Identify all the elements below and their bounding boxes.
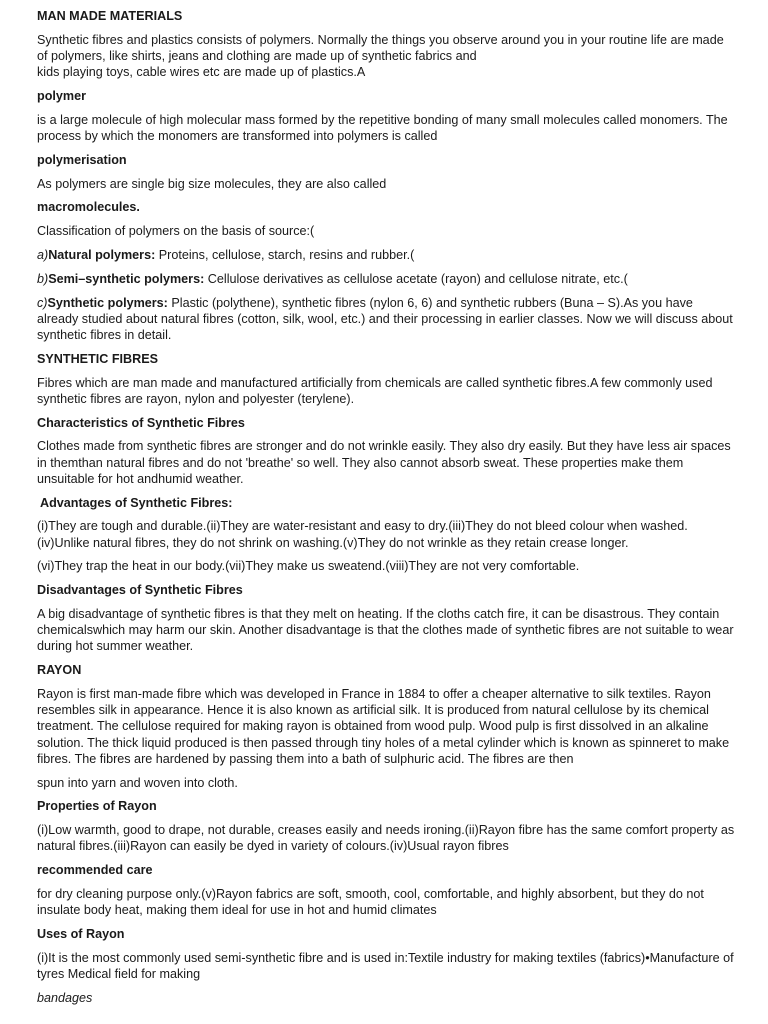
classification-item-b (37, 271, 737, 287)
classification-text-a: Proteins, cellulose, starch, resins and rubber.( (155, 247, 415, 262)
heading-rayon: RAYON (37, 663, 82, 678)
heading-macromolecules: macromolecules. (37, 200, 140, 215)
intro-paragraph (37, 32, 737, 81)
paragraph-bandages: bandages (37, 990, 93, 1005)
document-title: MAN MADE MATERIALS (37, 9, 183, 23)
paragraph-synthetic-fibres: Fibres which are man made and manufactured artificially from chemicals are called synthetic fibres.A few commonly used synthetic fibres are rayon, nylon and polyester (terylene). (37, 375, 713, 406)
paragraph-recommended-care: for dry cleaning purpose only.(v)Rayon fabrics are soft, smooth, cool, comfortable, and highly absorbent, but they do not insulate body heat, making them ideal for use in hot and humid climates (37, 886, 704, 918)
heading-uses-rayon: Uses of Rayon (37, 926, 125, 941)
intro-line-1: Synthetic fibres and plastics consists of polymers. Normally the things you observe around you in your routine life are made of polymers, like shirts, jeans and clothing are made up of synthetic fabrics and (37, 32, 724, 63)
heading-synthetic-fibres: SYNTHETIC FIBRES (37, 351, 159, 366)
intro-line-2: kids playing toys, cable wires etc are made up of plastics.A (37, 65, 366, 80)
heading-recommended-care: recommended care (37, 863, 153, 878)
paragraph-advantages-1: (i)They are tough and durable.(ii)They are water-resistant and easy to dry.(iii)They do not bleed colour when washed.(iv)Unlike natural fibres, they do not shrink on washing.(v)They do not wrinkle as they retain crease longer. (37, 519, 688, 550)
classification-letter-b: b) (37, 271, 49, 286)
paragraph-polymer: is a large molecule of high molecular mass formed by the repetitive bonding of many small molecules called monomers. The process by which the monomers are transformed into polymers is called (37, 112, 728, 143)
heading-polymer: polymer (37, 89, 86, 103)
classification-text-b: Cellulose derivatives as cellulose acetate (rayon) and cellulose nitrate, etc.( (204, 271, 628, 286)
classification-item-c (37, 295, 737, 344)
classification-item-a (37, 247, 737, 263)
document-page (37, 8, 737, 1014)
heading-advantages: Advantages of Synthetic Fibres: (40, 495, 233, 510)
paragraph-classification: Classification of polymers on the basis of source:( (37, 224, 315, 239)
heading-polymerisation: polymerisation (37, 152, 127, 167)
paragraph-characteristics: Clothes made from synthetic fibres are stronger and do not wrinkle easily. They also dry easily. But they have less air spaces in themthan natural fibres and do not 'breathe' so well. They also cannot absorb sweat. These properties make them unsuitable for hot andhumid weather. (37, 439, 731, 486)
paragraph-polymerisation: As polymers are single big size molecules, they are also called (37, 176, 387, 191)
heading-disadvantages: Disadvantages of Synthetic Fibres (37, 583, 243, 598)
classification-letter-c: c) (37, 295, 48, 310)
classification-label-c: Synthetic polymers: (47, 295, 168, 310)
classification-letter-a: a) (37, 247, 49, 262)
paragraph-advantages-2: (vi)They trap the heat in our body.(vii)They make us sweatend.(viii)They are not very comfortable. (37, 559, 580, 574)
paragraph-rayon: Rayon is first man-made fibre which was developed in France in 1884 to offer a cheaper alternative to silk textiles. Rayon resembles silk in appearance. Hence it is also known as artificial silk. It is produced from natural cellulose by its chemical treatment. The cellulose required for making rayon is obtained from wood pulp. Wood pulp is first dissolved in an alkaline solution. The thick liquid produced is then passed through tiny holes of a metal cylinder which is known as spinneret to make fibres. The fibres are hardened by passing them into a bath of sulphuric acid. The fibres are then (37, 686, 730, 766)
heading-properties-rayon: Properties of Rayon (37, 799, 157, 814)
paragraph-disadvantages: A big disadvantage of synthetic fibres is that they melt on heating. If the cloths catch fire, it can be disastrous. They contain chemicalswhich may harm our skin. Another disadvantage is that the clothes made of synthetic fibres are not suitable to wear during hot summer weather. (37, 606, 734, 654)
classification-text-c: Plastic (polythene), synthetic fibres (nylon 6, 6) and synthetic rubbers (Buna – S).As you have already studied about natural fibres (cotton, silk, wool, etc.) and their processing in earlier classes. Now we will discuss about synthetic fibres in detail. (37, 295, 733, 342)
heading-characteristics: Characteristics of Synthetic Fibres (37, 415, 245, 430)
paragraph-rayon-2: spun into yarn and woven into cloth. (37, 775, 238, 790)
classification-label-a: Natural polymers: (48, 247, 156, 262)
paragraph-properties-rayon: (i)Low warmth, good to drape, not durable, creases easily and needs ironing.(ii)Rayon fibre has the same comfort property as natural fibres.(iii)Rayon can easily be dyed in variety of colours.(iv)Usual rayon fibres (37, 823, 735, 854)
classification-label-b: Semi–synthetic polymers: (48, 271, 205, 286)
paragraph-uses-rayon: (i)It is the most commonly used semi-synthetic fibre and is used in:Textile industry for making textiles (fabrics)•Manufacture of tyres Medical field for making (37, 950, 734, 981)
